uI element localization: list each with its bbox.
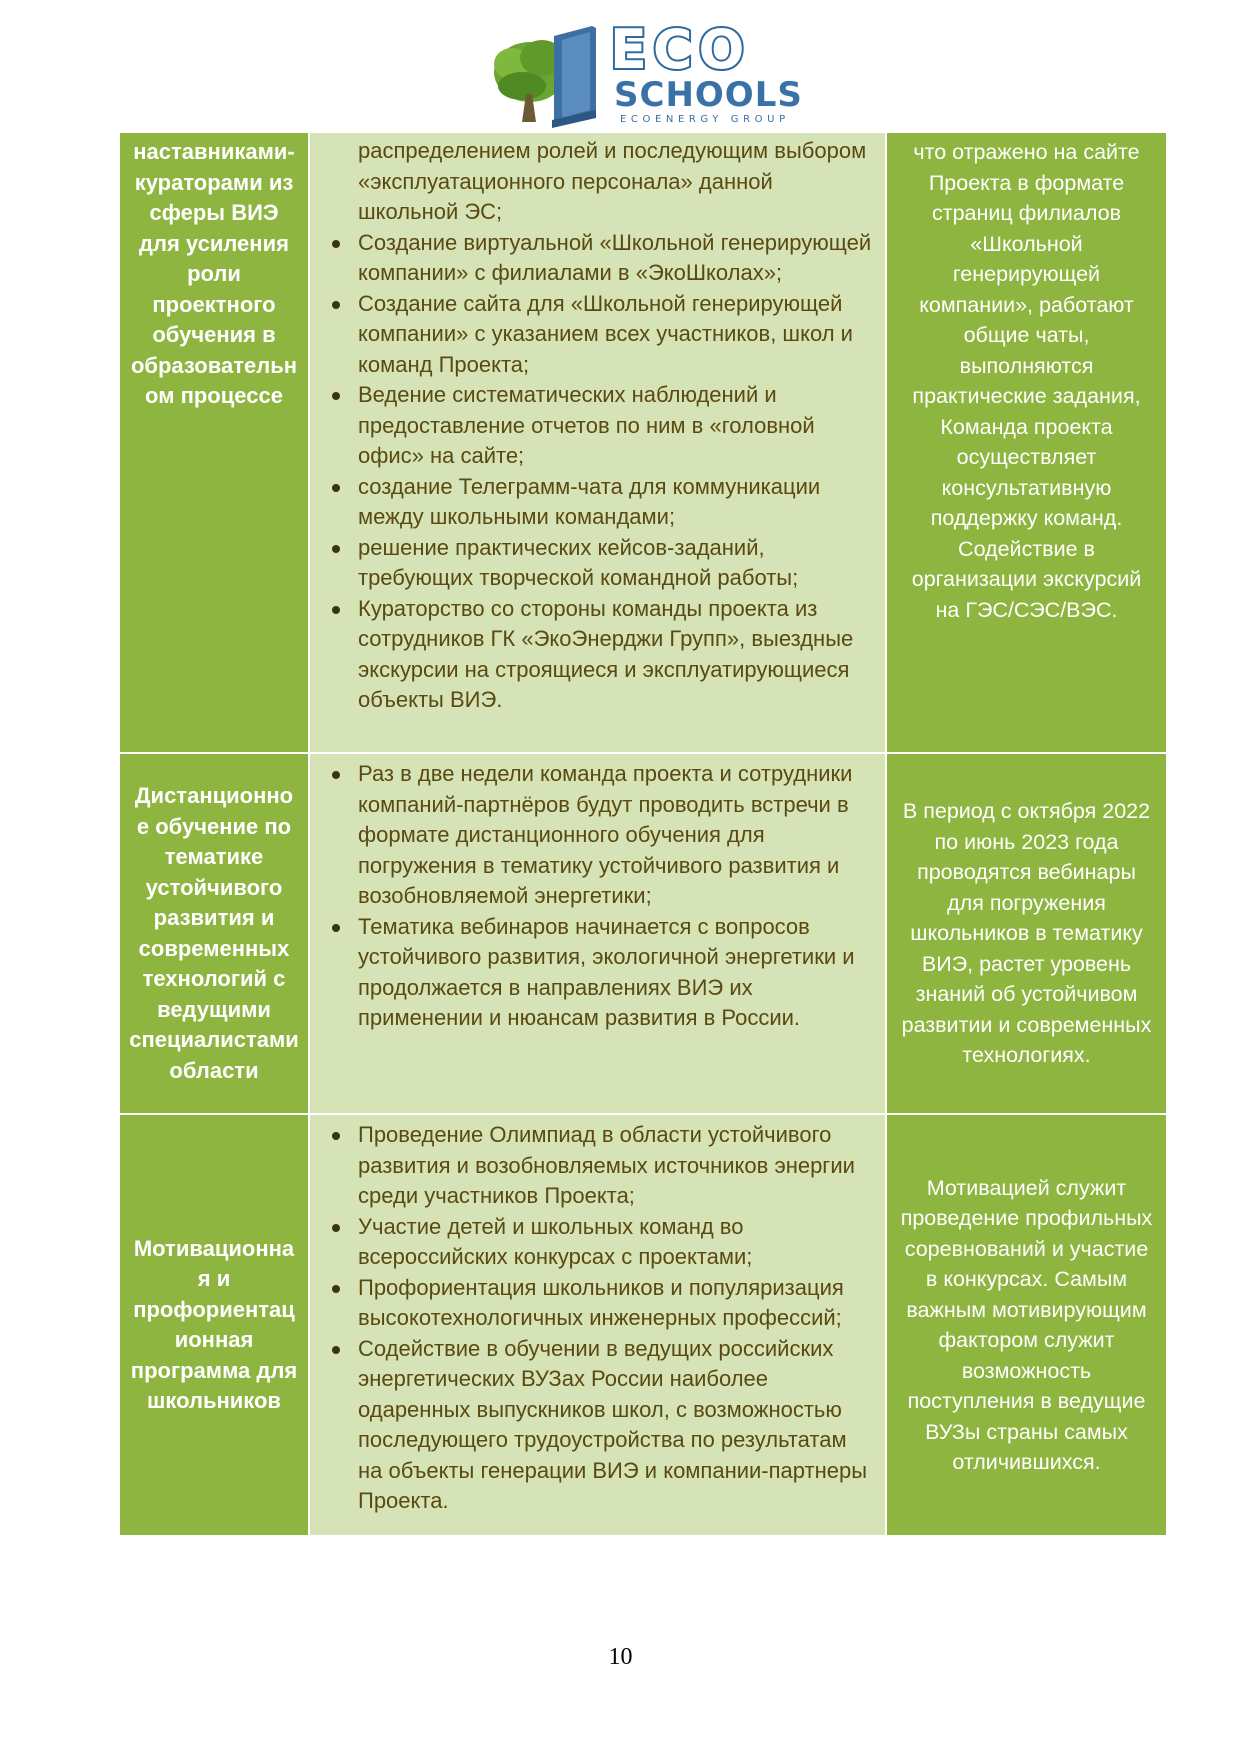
row-title: Мотивационна я и профориентац ионная программа для школьников [130,1235,298,1413]
project-activities-table [120,133,1166,1537]
bullet-icon [332,606,340,614]
row-result: что отражено на сайте Проекта в формате страниц филиалов «Школьной генерирующей компании», работают общие чаты, выполняются практические задания, Команда проекта осуществляет консультативную поддержку команд. Содействие в организации экскурсий на ГЭС/СЭС/ВЭС. [911,140,1142,622]
list-item-text: Создание виртуальной «Школьной генерирующей компании» с филиалами в «ЭкоШколах»; [358,229,872,285]
bullet-icon [332,1132,340,1140]
list-item [322,1273,873,1334]
logo-group-text: ECOENERGY GROUP [620,114,790,125]
bullet-icon [332,924,340,932]
list-item [322,1212,873,1273]
row-activities-cell [310,754,887,1113]
activities-list [322,228,873,716]
ecoschools-logo [492,18,812,130]
list-item-text: Раз в две недели команда проекта и сотрудники компаний-партнёров будут проводить встречи в формате дистанционного обучения для погружения в тематику устойчивого развития и возобновляемой энергетики; [358,761,853,908]
list-item-text: решение практических кейсов-заданий, требующих творческой командной работы; [358,534,799,590]
list-item [322,228,873,289]
bullet-icon [332,1224,340,1232]
list-item-text: Содействие в обучении в ведущих российских энергетических ВУЗах России наиболее одаренных выпускников школ, с возможностью последующего трудоустройства по результатам на объекты генерации ВИЭ и компании-партнеры Проекта. [358,1335,868,1513]
row-title: наставниками-кураторами из сферы ВИЭ для усиления роли проектного обучения в образовательн ом процессе [130,139,298,408]
activities-list [322,1120,873,1517]
bullet-icon [332,1346,340,1354]
list-item-text: Создание сайта для «Школьной генерирующей компании» с указанием всех участников, школ и команд Проекта; [358,290,853,377]
row-title-cell [120,133,310,752]
list-item [322,380,873,472]
continued-text: распределением ролей и последующим выбором «эксплуатационного персонала» данной школьной ЭС; [358,138,867,224]
list-item [322,594,873,716]
tree-book-logo-icon [492,24,622,130]
table-row [120,1115,1166,1537]
row-result: Мотивацией служит проведение профильных соревнований и участие в конкурсах. Самым важным мотивирующим фактором служит возможность поступления в ведущие ВУЗы страны самых отличившихся. [900,1175,1153,1474]
row-result: В период с октября 2022 по июнь 2023 года проводятся вебинары для погружения школьников в тематику ВИЭ, растет уровень знаний об устойчивом развитии и современных технологиях. [901,799,1152,1068]
list-item [322,533,873,594]
row-activities-cell [310,133,887,752]
activities-list [322,759,873,1034]
list-item [322,289,873,381]
bullet-icon [332,301,340,309]
bullet-icon [332,545,340,553]
bullet-icon [332,392,340,400]
row-title: Дистанционно е обучение по тематике устойчивого развития и современных технологий с ведущими специалистами области [129,783,299,1083]
list-item [322,912,873,1034]
bullet-icon [332,240,340,248]
page-number: 10 [608,1644,633,1670]
table-row [120,754,1166,1115]
row-title-cell [120,1115,310,1535]
row-result-cell [887,754,1166,1113]
bullet-icon [332,484,340,492]
row-result-cell [887,1115,1166,1535]
list-item-text: Профориентация школьников и популяризация высокотехнологичных инженерных профессий; [358,1274,844,1330]
row-activities-cell [310,1115,887,1535]
logo-schools-text: SCHOOLS [614,75,803,115]
logo-eco-text: ECO [610,18,751,81]
list-item-text: Проведение Олимпиад в области устойчивого развития и возобновляемых источников энергии среди участников Проекта; [358,1122,855,1208]
list-item [322,472,873,533]
list-item [322,1120,873,1212]
list-item [322,1334,873,1517]
list-item-text: создание Телеграмм-чата для коммуникации между школьными командами; [358,473,821,529]
list-item-text: Ведение систематических наблюдений и предоставление отчетов по ним в «головной офис» на сайте; [358,382,815,468]
row-title-cell [120,754,310,1113]
bullet-icon [332,1285,340,1293]
list-item-text: Кураторство со стороны команды проекта из сотрудников ГК «ЭкоЭнерджи Групп», выездные экскурсии на строящиеся и эксплуатирующиеся объекты ВИЭ. [358,595,854,712]
row-result-cell [887,133,1166,752]
bullet-icon [332,771,340,779]
list-item [322,759,873,912]
list-item-text: Тематика вебинаров начинается с вопросов устойчивого развития, экологичной энергетики и продолжается в направлениях ВИЭ их применении и нюансам развития в России. [358,913,855,1030]
list-item-text: Участие детей и школьных команд во всероссийских конкурсах с проектами; [358,1213,753,1269]
table-row [120,133,1166,754]
